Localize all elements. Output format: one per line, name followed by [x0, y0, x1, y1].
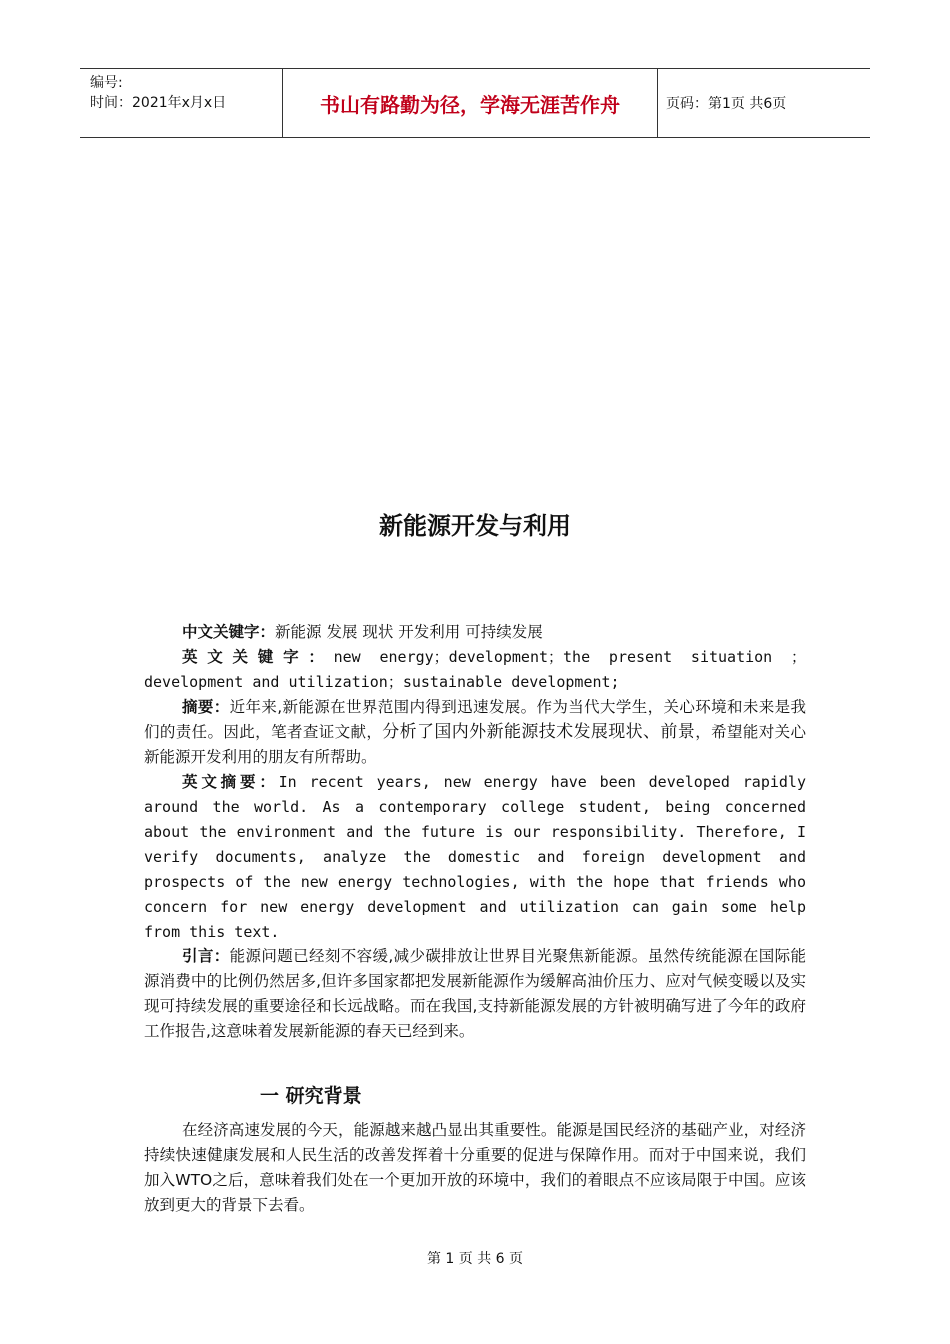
- section-paragraph: 在经济高速发展的今天，能源越来越凸显出其重要性。能源是国民经济的基础产业，对经济持续快速健康发展和人民生活的改善发挥着十分重要的促进与保障作用。而对于中国来说，我们加入WTO之后，意味着我们处在一个更加开放的环境中，我们的着眼点不应该局限于中国。应该放到更大的背景下去看。: [144, 1121, 806, 1214]
- section-body: [144, 1118, 806, 1218]
- header-table: [80, 68, 870, 138]
- abstract-cn-text-c: ，希望能对关心新能源开发利用的朋友有所帮助。: [144, 723, 806, 766]
- section-heading: 一 研究背景: [260, 1085, 362, 1107]
- abstract-en: [144, 770, 806, 945]
- keywords-en-text: new energy；development；the present situation ；development and utilization；sustainable development;: [144, 648, 806, 691]
- intro-text: 能源问题已经刻不容缓,减少碳排放让世界目光聚焦新能源。虽然传统能源在国际能源消费中的比例仍然居多,但许多国家都把发展新能源作为缓解高油价压力、应对气候变暖以及实现可持续发展的重要途径和长远战略。而在我国,支持新能源发展的方针被明确写进了今年的政府工作报告,这意味着发展新能源的春天已经到来。: [144, 947, 806, 1040]
- time-label: 时间：2021年x月x日: [90, 95, 227, 111]
- page-footer: 第 1 页 共 6 页: [426, 1251, 524, 1267]
- keywords-en-label: 英文关键字：: [182, 648, 334, 666]
- document-title: 新能源开发与利用: [379, 512, 571, 540]
- keywords-cn: [144, 620, 806, 645]
- header-meta-cell: [80, 69, 282, 137]
- intro-label: 引言：: [182, 947, 230, 965]
- header-motto: 书山有路勤为径，学海无涯苦作舟: [282, 69, 658, 137]
- abstract-cn-label: 摘要：: [182, 698, 230, 716]
- abstract-cn-text-b: 分析了国内外新能源技术发展现状、前景: [382, 722, 696, 742]
- number-label: 编号:: [90, 75, 123, 91]
- keywords-en: [144, 645, 806, 695]
- abstract-cn: [144, 695, 806, 770]
- header-page-info: 页码：第1页 共6页: [666, 96, 787, 112]
- abstract-cn-text-a: 近年来,新能源在世界范围内得到迅速发展。作为当代大学生，关心环境和未来是我们的责任。因此，笔者查证文献，: [144, 698, 806, 741]
- introduction: [144, 944, 806, 1044]
- abstract-en-label: 英文摘要：: [182, 773, 279, 791]
- keywords-cn-text: 新能源 发展 现状 开发利用 可持续发展: [275, 623, 543, 641]
- abstract-en-text: In recent years, new energy have been developed rapidly around the world. As a contemporary college student, being concerned about the environment and the future is our responsibility. Therefore, I verify documents, analyze the domestic and foreign development and prospects of the new energy technologies, with the hope that friends who concern for new energy development and utilization can gain some help from this text.: [144, 773, 806, 941]
- keywords-cn-label: 中文关键字：: [182, 623, 276, 641]
